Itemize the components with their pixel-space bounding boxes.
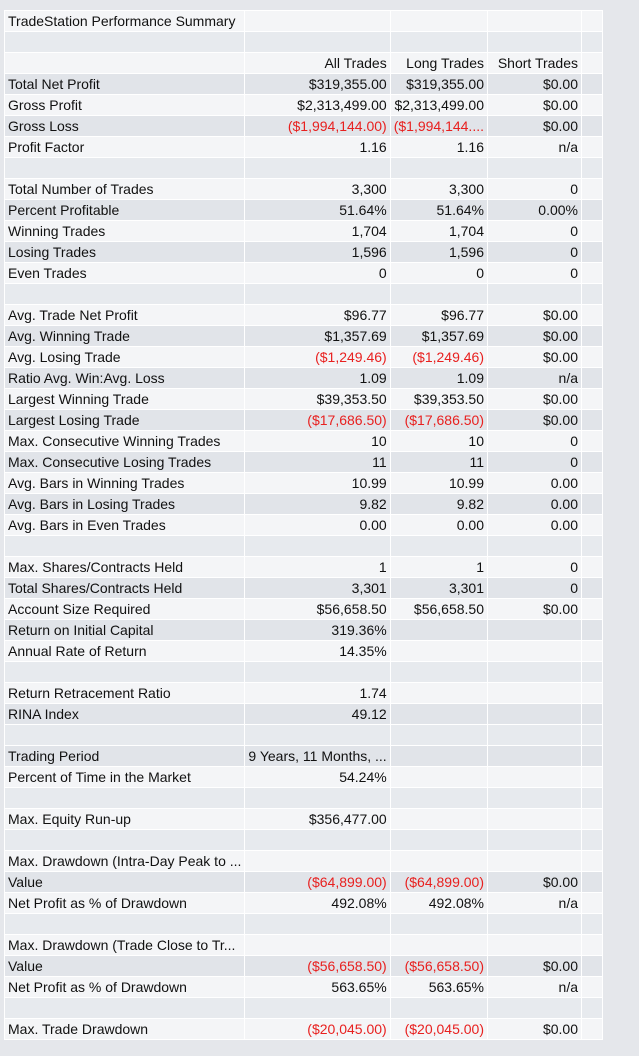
metric-label: Total Net Profit: [5, 74, 245, 95]
empty-cell: [245, 788, 390, 809]
empty-cell: [582, 767, 603, 788]
metric-label: Avg. Losing Trade: [5, 347, 245, 368]
empty-cell: [582, 935, 603, 956]
empty-cell: [582, 494, 603, 515]
empty-cell: [5, 725, 245, 746]
empty-cell: [5, 998, 245, 1019]
table-row: [5, 95, 603, 116]
table-row: [5, 893, 603, 914]
empty-cell: [245, 725, 390, 746]
metric-value: 54.24%: [245, 767, 390, 788]
empty-cell: [582, 1019, 603, 1040]
metric-value: [245, 935, 390, 956]
metric-label: Largest Losing Trade: [5, 410, 245, 431]
metric-value: [390, 851, 487, 872]
empty-cell: [390, 914, 487, 935]
table-row: [5, 116, 603, 137]
metric-value: $0.00: [488, 116, 582, 137]
empty-cell: [5, 53, 245, 74]
empty-cell: [582, 704, 603, 725]
metric-value: [488, 620, 582, 641]
metric-value: 11: [390, 452, 487, 473]
metric-value: 9.82: [245, 494, 390, 515]
empty-cell: [582, 599, 603, 620]
column-header: All Trades: [245, 53, 390, 74]
metric-value: 1.16: [390, 137, 487, 158]
metric-value: 0: [488, 263, 582, 284]
empty-cell: [488, 788, 582, 809]
table-row: [5, 725, 603, 746]
table-row: [5, 620, 603, 641]
column-header: Short Trades: [488, 53, 582, 74]
table-row: [5, 956, 603, 977]
empty-cell: [245, 536, 390, 557]
metric-label: Max. Equity Run-up: [5, 809, 245, 830]
metric-value: $0.00: [488, 956, 582, 977]
table-row: [5, 662, 603, 683]
metric-value: ($64,899.00): [245, 872, 390, 893]
table-row: [5, 872, 603, 893]
metric-value: n/a: [488, 368, 582, 389]
column-header: Long Trades: [390, 53, 487, 74]
metric-value: 49.12: [245, 704, 390, 725]
metric-label: Return Retracement Ratio: [5, 683, 245, 704]
metric-value: [390, 620, 487, 641]
empty-cell: [390, 284, 487, 305]
metric-value: 0: [488, 242, 582, 263]
metric-value: [390, 683, 487, 704]
table-row: [5, 284, 603, 305]
metric-value: 9.82: [390, 494, 487, 515]
table-row: [5, 977, 603, 998]
metric-value: $56,658.50: [390, 599, 487, 620]
empty-cell: [582, 683, 603, 704]
table-row: [5, 536, 603, 557]
empty-cell: [582, 536, 603, 557]
metric-value: ($1,994,144....: [390, 116, 487, 137]
table-row: [5, 473, 603, 494]
metric-value: $96.77: [245, 305, 390, 326]
metric-value: ($1,249.46): [245, 347, 390, 368]
metric-value: ($17,686.50): [245, 410, 390, 431]
metric-label: Annual Rate of Return: [5, 641, 245, 662]
metric-value: $0.00: [488, 347, 582, 368]
metric-value: ($1,994,144.00): [245, 116, 390, 137]
empty-cell: [582, 914, 603, 935]
metric-value: 0.00: [245, 515, 390, 536]
metric-value: $356,477.00: [245, 809, 390, 830]
table-row: [5, 326, 603, 347]
metric-value: ($20,045.00): [390, 1019, 487, 1040]
table-row: [5, 179, 603, 200]
empty-cell: [582, 473, 603, 494]
table-row: [5, 809, 603, 830]
metric-value: [390, 641, 487, 662]
empty-cell: [390, 32, 487, 53]
empty-cell: [582, 851, 603, 872]
metric-value: $39,353.50: [390, 389, 487, 410]
metric-value: $0.00: [488, 95, 582, 116]
empty-cell: [582, 830, 603, 851]
empty-cell: [5, 662, 245, 683]
table-row: [5, 851, 603, 872]
metric-value: $1,357.69: [245, 326, 390, 347]
metric-value: ($20,045.00): [245, 1019, 390, 1040]
sheet-title: TradeStation Performance Summary: [5, 11, 245, 32]
empty-cell: [390, 725, 487, 746]
table-row: [5, 347, 603, 368]
metric-value: $0.00: [488, 305, 582, 326]
empty-cell: [488, 998, 582, 1019]
metric-label: Gross Loss: [5, 116, 245, 137]
metric-label: Return on Initial Capital: [5, 620, 245, 641]
empty-cell: [582, 389, 603, 410]
empty-cell: [245, 662, 390, 683]
empty-cell: [488, 284, 582, 305]
metric-value: $2,313,499.00: [245, 95, 390, 116]
metric-value: 1,596: [245, 242, 390, 263]
empty-cell: [582, 557, 603, 578]
metric-label: Max. Trade Drawdown: [5, 1019, 245, 1040]
table-row: [5, 515, 603, 536]
table-row: [5, 53, 603, 74]
metric-value: ($56,658.50): [390, 956, 487, 977]
table-row: [5, 788, 603, 809]
empty-cell: [245, 158, 390, 179]
empty-cell: [488, 11, 582, 32]
table-row: [5, 200, 603, 221]
empty-cell: [390, 998, 487, 1019]
metric-label: Avg. Bars in Even Trades: [5, 515, 245, 536]
empty-cell: [582, 305, 603, 326]
metric-value: 0: [245, 263, 390, 284]
empty-cell: [582, 137, 603, 158]
empty-cell: [5, 914, 245, 935]
table-row: [5, 767, 603, 788]
empty-cell: [582, 347, 603, 368]
table-row: [5, 683, 603, 704]
metric-value: 0.00: [488, 494, 582, 515]
metric-label: RINA Index: [5, 704, 245, 725]
table-row: [5, 557, 603, 578]
metric-label: Avg. Winning Trade: [5, 326, 245, 347]
metric-label: Max. Drawdown (Intra-Day Peak to ...: [5, 851, 245, 872]
empty-cell: [582, 221, 603, 242]
empty-cell: [245, 998, 390, 1019]
metric-label: Percent Profitable: [5, 200, 245, 221]
empty-cell: [582, 809, 603, 830]
empty-cell: [582, 116, 603, 137]
metric-value: 1: [245, 557, 390, 578]
metric-label: Max. Consecutive Losing Trades: [5, 452, 245, 473]
metric-value: [488, 935, 582, 956]
table-row: [5, 11, 603, 32]
metric-value: $0.00: [488, 389, 582, 410]
empty-cell: [245, 284, 390, 305]
table-row: [5, 263, 603, 284]
metric-value: ($1,249.46): [390, 347, 487, 368]
metric-value: [488, 851, 582, 872]
metric-value: [390, 746, 487, 767]
metric-value: $0.00: [488, 74, 582, 95]
metric-value: 10: [245, 431, 390, 452]
empty-cell: [582, 746, 603, 767]
empty-cell: [582, 32, 603, 53]
empty-cell: [582, 368, 603, 389]
metric-value: 0: [488, 431, 582, 452]
metric-value: ($64,899.00): [390, 872, 487, 893]
metric-label: Max. Consecutive Winning Trades: [5, 431, 245, 452]
table-row: [5, 935, 603, 956]
metric-value: 1,596: [390, 242, 487, 263]
metric-value: [488, 641, 582, 662]
metric-value: 3,301: [245, 578, 390, 599]
empty-cell: [488, 32, 582, 53]
metric-label: Losing Trades: [5, 242, 245, 263]
metric-label: Largest Winning Trade: [5, 389, 245, 410]
table-row: [5, 158, 603, 179]
metric-value: 0: [390, 263, 487, 284]
table-row: [5, 242, 603, 263]
metric-value: $0.00: [488, 410, 582, 431]
empty-cell: [390, 662, 487, 683]
table-row: [5, 704, 603, 725]
empty-cell: [390, 158, 487, 179]
empty-cell: [582, 326, 603, 347]
table-row: [5, 1019, 603, 1040]
empty-cell: [5, 830, 245, 851]
metric-value: [488, 704, 582, 725]
empty-cell: [582, 74, 603, 95]
empty-cell: [5, 536, 245, 557]
metric-value: 3,300: [390, 179, 487, 200]
empty-cell: [5, 32, 245, 53]
empty-cell: [582, 452, 603, 473]
empty-cell: [582, 725, 603, 746]
empty-cell: [582, 95, 603, 116]
metric-value: $319,355.00: [245, 74, 390, 95]
metric-value: 563.65%: [245, 977, 390, 998]
metric-value: [390, 767, 487, 788]
metric-value: [488, 746, 582, 767]
empty-cell: [582, 641, 603, 662]
metric-value: 0.00%: [488, 200, 582, 221]
metric-label: Percent of Time in the Market: [5, 767, 245, 788]
metric-value: 1,704: [390, 221, 487, 242]
empty-cell: [582, 263, 603, 284]
metric-label: Value: [5, 956, 245, 977]
metric-value: $319,355.00: [390, 74, 487, 95]
empty-cell: [582, 872, 603, 893]
metric-value: 11: [245, 452, 390, 473]
metric-value: [390, 935, 487, 956]
metric-value: $96.77: [390, 305, 487, 326]
metric-label: Avg. Bars in Winning Trades: [5, 473, 245, 494]
table-row: [5, 998, 603, 1019]
empty-cell: [582, 956, 603, 977]
metric-value: 0: [488, 179, 582, 200]
metric-label: Gross Profit: [5, 95, 245, 116]
metric-value: 0: [488, 557, 582, 578]
table-row: [5, 32, 603, 53]
metric-value: 9 Years, 11 Months, ...: [245, 746, 390, 767]
empty-cell: [582, 179, 603, 200]
metric-value: 0.00: [488, 473, 582, 494]
metric-value: 1.74: [245, 683, 390, 704]
empty-cell: [582, 200, 603, 221]
table-row: [5, 914, 603, 935]
metric-label: Trading Period: [5, 746, 245, 767]
metric-value: n/a: [488, 977, 582, 998]
metric-value: 563.65%: [390, 977, 487, 998]
metric-label: Even Trades: [5, 263, 245, 284]
metric-value: 1.09: [390, 368, 487, 389]
metric-value: 1.16: [245, 137, 390, 158]
empty-cell: [390, 11, 487, 32]
metric-value: 51.64%: [390, 200, 487, 221]
metric-value: $2,313,499.00: [390, 95, 487, 116]
metric-value: $1,357.69: [390, 326, 487, 347]
metric-label: Value: [5, 872, 245, 893]
table-row: [5, 641, 603, 662]
empty-cell: [390, 788, 487, 809]
metric-value: $0.00: [488, 326, 582, 347]
empty-cell: [582, 11, 603, 32]
empty-cell: [488, 662, 582, 683]
empty-cell: [5, 284, 245, 305]
empty-cell: [390, 536, 487, 557]
metric-label: Total Number of Trades: [5, 179, 245, 200]
metric-value: $39,353.50: [245, 389, 390, 410]
table-row: [5, 746, 603, 767]
empty-cell: [582, 158, 603, 179]
metric-value: 1.09: [245, 368, 390, 389]
metric-value: [488, 809, 582, 830]
empty-cell: [488, 914, 582, 935]
metric-label: Net Profit as % of Drawdown: [5, 977, 245, 998]
metric-label: Account Size Required: [5, 599, 245, 620]
metric-label: Net Profit as % of Drawdown: [5, 893, 245, 914]
metric-value: 0: [488, 578, 582, 599]
metric-label: Avg. Trade Net Profit: [5, 305, 245, 326]
metric-value: n/a: [488, 893, 582, 914]
empty-cell: [582, 620, 603, 641]
empty-cell: [5, 158, 245, 179]
metric-value: [488, 767, 582, 788]
empty-cell: [582, 53, 603, 74]
metric-label: Max. Shares/Contracts Held: [5, 557, 245, 578]
metric-value: 10.99: [245, 473, 390, 494]
empty-cell: [488, 830, 582, 851]
empty-cell: [245, 32, 390, 53]
metric-value: 3,301: [390, 578, 487, 599]
table-row: [5, 74, 603, 95]
table-row: [5, 305, 603, 326]
empty-cell: [245, 11, 390, 32]
table-row: [5, 452, 603, 473]
metric-value: 0: [488, 221, 582, 242]
metric-value: $56,658.50: [245, 599, 390, 620]
empty-cell: [488, 725, 582, 746]
metric-value: 3,300: [245, 179, 390, 200]
metric-value: $0.00: [488, 1019, 582, 1040]
metric-label: Ratio Avg. Win:Avg. Loss: [5, 368, 245, 389]
metric-value: [488, 683, 582, 704]
metric-label: Avg. Bars in Losing Trades: [5, 494, 245, 515]
empty-cell: [245, 914, 390, 935]
empty-cell: [488, 536, 582, 557]
metric-value: ($17,686.50): [390, 410, 487, 431]
metric-value: 319.36%: [245, 620, 390, 641]
table-row: [5, 137, 603, 158]
table-row: [5, 830, 603, 851]
empty-cell: [488, 158, 582, 179]
empty-cell: [582, 662, 603, 683]
empty-cell: [582, 431, 603, 452]
metric-value: 0.00: [488, 515, 582, 536]
metric-value: [390, 809, 487, 830]
metric-value: 10.99: [390, 473, 487, 494]
metric-value: 492.08%: [390, 893, 487, 914]
table-row: [5, 599, 603, 620]
empty-cell: [390, 830, 487, 851]
table-row: [5, 368, 603, 389]
metric-value: 1,704: [245, 221, 390, 242]
metric-value: 1: [390, 557, 487, 578]
metric-label: Profit Factor: [5, 137, 245, 158]
empty-cell: [582, 998, 603, 1019]
performance-summary-table: [4, 10, 603, 1040]
table-row: [5, 494, 603, 515]
empty-cell: [582, 284, 603, 305]
metric-value: 14.35%: [245, 641, 390, 662]
metric-value: ($56,658.50): [245, 956, 390, 977]
metric-value: 492.08%: [245, 893, 390, 914]
metric-value: $0.00: [488, 872, 582, 893]
metric-label: Winning Trades: [5, 221, 245, 242]
metric-value: 0: [488, 452, 582, 473]
empty-cell: [582, 515, 603, 536]
metric-value: n/a: [488, 137, 582, 158]
metric-value: $0.00: [488, 599, 582, 620]
table-row: [5, 221, 603, 242]
empty-cell: [582, 410, 603, 431]
empty-cell: [245, 830, 390, 851]
empty-cell: [582, 788, 603, 809]
metric-label: Max. Drawdown (Trade Close to Tr...: [5, 935, 245, 956]
table-row: [5, 431, 603, 452]
metric-label: Total Shares/Contracts Held: [5, 578, 245, 599]
metric-value: 51.64%: [245, 200, 390, 221]
table-row: [5, 410, 603, 431]
table-row: [5, 389, 603, 410]
metric-value: 0.00: [390, 515, 487, 536]
empty-cell: [582, 578, 603, 599]
metric-value: [245, 851, 390, 872]
metric-value: 10: [390, 431, 487, 452]
metric-value: [390, 704, 487, 725]
empty-cell: [582, 893, 603, 914]
table-row: [5, 578, 603, 599]
empty-cell: [582, 242, 603, 263]
empty-cell: [5, 788, 245, 809]
empty-cell: [582, 977, 603, 998]
